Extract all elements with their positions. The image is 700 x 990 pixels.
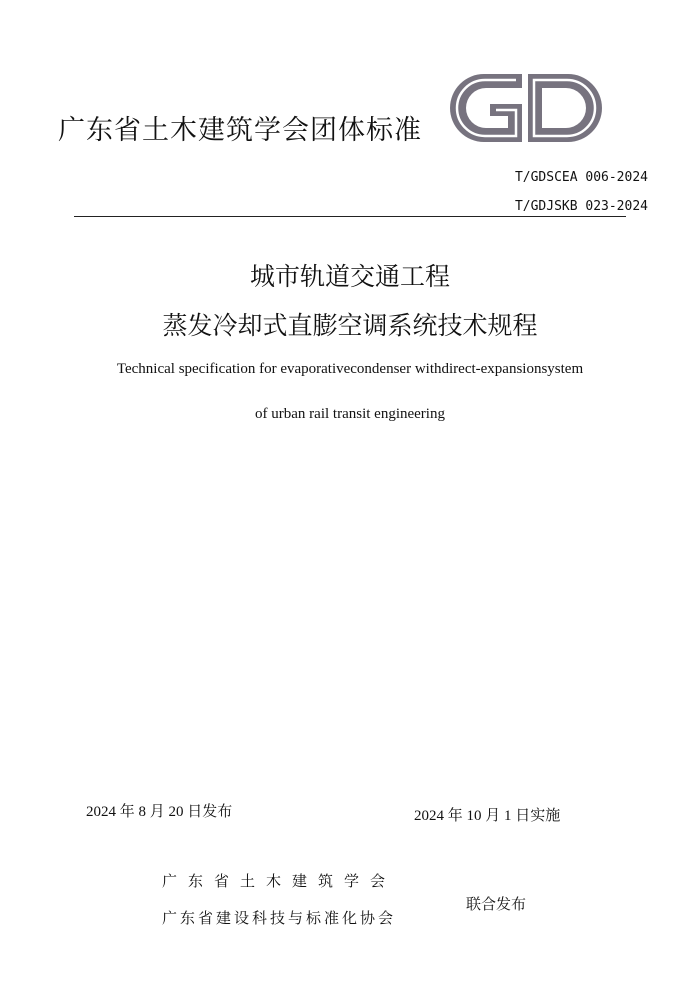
title-en-line1: Technical specification for evaporativecondenser withdirect-expansionsystem [116, 361, 584, 377]
implementation-date: 2024 年 10 月 1 日实施 [414, 808, 561, 824]
title-en-line2: of urban rail transit engineering [255, 406, 445, 422]
issuer-construction-standardization-association: 广东省建设科技与标准化协会 [162, 909, 397, 927]
standard-code-gdscea: T/GDSCEA 006-2024 [514, 170, 648, 185]
logo-g-outer [450, 74, 522, 142]
standard-category-title: 广东省土木建筑学会团体标准 [58, 115, 422, 146]
title-zh-line1: 城市轨道交通工程 [249, 262, 450, 291]
header-divider [74, 216, 626, 217]
issuer-civil-architecture-society: 广东省土木建筑学会 [162, 872, 397, 890]
title-zh-line2: 蒸发冷却式直膨空调系统技术规程 [162, 311, 538, 340]
gd-logo [444, 68, 608, 146]
standard-code-gdjskb: T/GDJSKB 023-2024 [514, 199, 648, 214]
joint-issue-label: 联合发布 [466, 895, 527, 913]
logo-d-outer [528, 74, 602, 142]
issue-date: 2024 年 8 月 20 日发布 [86, 804, 233, 820]
logo-d-inner-stroke [534, 80, 595, 136]
